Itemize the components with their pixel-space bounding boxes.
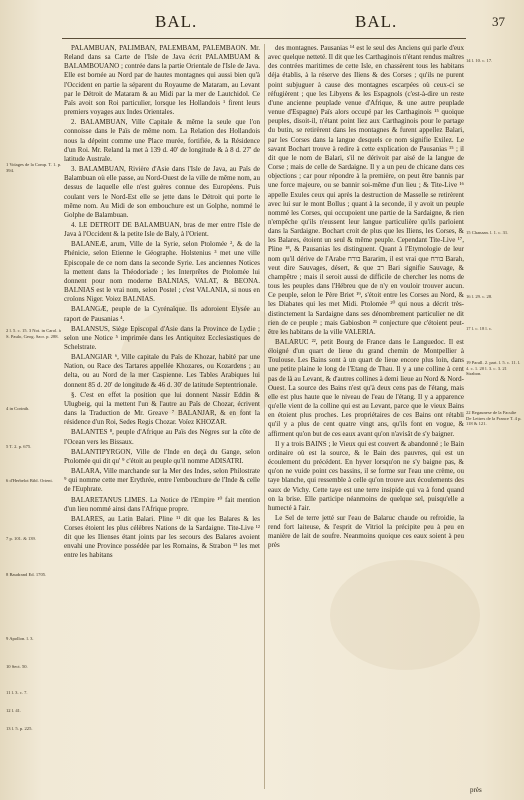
margin-note: 9 Apollon. l. 3. [6, 636, 34, 641]
margin-note: 22 Regaunese de la Faculte De Lettres de la France T. 4 p. 118 & 121. [466, 410, 522, 427]
entry-paragraph: 3. BALAMBUAN, Rivière d'Asie dans l'Isle de Java, au Païs de Balambuan où elle passe, au Nord-Ouest de la ville de même nom, au dessus de laquelle elle n'est guères connue des Européens. Puis coulant vers le Nord-Est elle se jette dans le Détroit qui porte le même nom. Au Midi de son embouchure est un Golphe, nommé le Golphe de Balambuan. [64, 165, 260, 219]
margin-note: 10 Sect. 50. [6, 664, 28, 669]
catchword: près [470, 786, 482, 794]
right-text-column [268, 44, 464, 792]
margin-note: 8 Baudrand Ed. 1705. [6, 572, 47, 577]
entry-paragraph: BALANTES ⁸, peuple d'Afrique au Païs des Nègres sur la côte de l'Ocean vers les Bissaux. [64, 428, 260, 446]
entry-paragraph: BALARA, Ville marchande sur la Mer des Indes, selon Philostrate ⁹ qui nomme cette mer Erythrée, entre l'embouchure de l'Inde & celle de l'Euphrate. [64, 467, 260, 494]
entry-paragraph: BALANGÆ, peuple de la Cyrénaïque. Ils adoroient Elysée au raport de Pausanias ⁴. [64, 305, 260, 323]
margin-note: 5 T. 2. p. 675. [6, 444, 32, 449]
margin-note: 17 l. c. 18 l. c. [466, 326, 493, 331]
margin-note: 16 l. 29. c. 28. [466, 294, 493, 299]
entry-paragraph: 4. LE DETROIT DE BALAMBUAN, bras de mer entre l'Isle de Java à l'Occident & la petite Isle de Baly, à l'Orient. [64, 220, 260, 239]
margin-note: 2 l. 5. c. 15. 3 Not. in Carol. à S. Paulo, Geog. Sacr. p. 288. [6, 328, 61, 339]
margin-note: 6 d'Herbelot Bibl. Orient. [6, 478, 53, 483]
running-title-right: BAL. [355, 12, 398, 31]
entry-paragraph: BALANEÆ, arum, Ville de la Syrie, selon Ptolomée ², & de la Phénicie, selon Etienne le Géographe. Holstenius ³ met une ville Episcopale de ce nom dans la seconde Syrie. Les anciennes Notices la mettent dans la Théodoriade ; les Interprêtes de Ptolomée lui donnent pour nom moderne BALNIAS, VALAT, & BEONA. BALNIAS est le vrai nom, selon Postel ; c'est VALANIA, si nous en croïons Niger. Voiez BALNIAS. [64, 240, 260, 304]
entry-paragraph: Le Sel de terre jetté sur l'eau de Balaruc chaude ou refroidie, la rend fort laiteuse, & l'esprit de Vitriol la précipite peu à peu en manière de lait de soufre. Neanmoins quoique ces eaux soient à peu près [268, 513, 464, 550]
entry-paragraph: BALANTIPYRGON, Ville de l'Inde en deçà du Gange, selon Ptolomée qui dit qu' ⁹ c'étoit au peuple qu'il nomme ADISATRI. [64, 447, 260, 465]
entry-paragraph: BALARUC ²², petit Bourg de France dans le Languedoc. Il est éloigné d'un quart de lieue du grand chemin de Montpellier à Toulouse. Les Bains sont à un quart de lieue encore plus loin, dans une petite plaine le long de l'Etang de Thau. Il y a une colline à cent pas de là au Levant, & d'autres collines à demi lieue au Nord & Nord-Ouest. La source des Bains n'est qu'à deux cens pas de l'étang, mais elle est plus haute que le niveau de l'eau de l'étang. Il y a apparence qu'elle vient de la colline qui est au Levant, parce que le vieux Bains en étoient plus proches. Les propriétaires de ces Bains ont rétabli qu'il y a plus de cent quatre vingt ans, qu'ils font en vogue, & affirment qu'on but de ces eaux avant qu'on n'avisât de s'y baigner. [268, 338, 464, 438]
margin-note: 19 Parall. 2. part. l. 5. c. 11. l. 4. c. 1. 20 l. 3. c. 3. 21 Strabon. [466, 360, 521, 377]
entry-paragraph: PALAMBUAN, PALIMBAN, PALEMBAM, PALEMBAON. Mr. Reland dans sa Carte de l'Isle de Java écrit PALAMBUAM & BALAMBOUANO ; contrée dans la partie Orientale de l'Isle de Java. Elle est bornée au Nord par de hautes montagnes qui aussi bien qu'à l'Occident en partie la séparent du Royaume de Mataram, au Levant par le Détroit de Mataram & au Midi par la mer de Lautchidol. Ce Païs avoit son Roi particulier, lorsque les Hollandois ¹ firent leurs premiers voyages aux Indes Orientales. [64, 44, 260, 117]
entry-paragraph: §. C'est en effet la position que lui donnent Nassir Eddin & Ulugbeig, qui la mettent l'un & l'autre au Païs de Chozar, écrivent dans la Traduction de Mr. Greave ⁷ BALANJAR, & en font la résidence d'un Roi, Sedes Regis Chozar. Voïez KHOZAR. [64, 390, 260, 427]
entry-paragraph: 2. BALAMBUAN, Ville Capitale & même la seule que l'on connoisse dans le Païs de même nom. La Relation des Hollandois nous la dépeint comme une Place murée, fortifiée, & la Résidence d'un Roi. Mr. Reland la met à 139 d. 40′ de longitude & à 8 d. 27′ de latitude Australe. [64, 118, 260, 163]
margin-note: 7 p. 101. & 139. [6, 536, 36, 541]
header-rule [62, 38, 466, 39]
margin-note: 11 l. 3. c. 7. [6, 690, 28, 695]
running-head [0, 12, 524, 38]
margin-note: 14 l. 10. c. 17. [466, 58, 493, 63]
column-divider [264, 44, 265, 789]
entry-paragraph: BALARES, au Latin Balari. Pline ¹¹ dit que les Balares & les Corses étoient les plus célèbres Nations de la Sardaigne. Tite-Live ¹² dit que les Ilienses étant joints par les secours des Balares avoient envahi une Province possédée par les Romains, & Strabon ¹³ les met entre les habitans [64, 514, 260, 560]
left-text-column [64, 44, 260, 792]
entry-paragraph: BALANSUS, Siège Episcopal d'Asie dans la Province de Lydie ; selon une Notice ⁵ imprimée dans les Antiquitez Ecclesiastiques de Schelstrate. [64, 324, 260, 351]
entry-paragraph: BALARETANUS LIMES. La Notice de l'Empire ¹⁰ fait mention d'un lieu nommé ainsi dans l'Afrique propre. [64, 495, 260, 513]
page-number: 37 [492, 14, 505, 29]
margin-note: 12 l. 41. [6, 708, 22, 713]
entry-paragraph: Il y a trois BAINS ; le Vieux qui est couvert & abandonné ; le Bain ordinaire où est la source, & le Bain des pauvres, qui est un écoulement du précédent. En hyver lorsqu'on ne s'y baigne pas, & qu'on ne vuide point ces bassins, il se forme sur l'eau une crème, ou taye blanche, qui ressemble à celle qu'on trouve aux écoulements des eaux de Vichy. Cette taye est une terre insipide qui va à fond quand on la brise. Elle participe néanmoins de quelque sel, puisqu'elle a humecté à l'air. [268, 439, 464, 512]
running-title-left: BAL. [155, 12, 198, 31]
margin-note: 1 Voïages de la Comp. T. 1. p. 394. [6, 162, 62, 173]
entry-paragraph: BALANGIAR ⁶, Ville capitale du Païs de Khozar, habité par une Nation, ou Race des Tartares appellée Khozares, ou Kozardens ; au delta, ou au Nord de la mer Caspienne. Les Tables Arabiques lui donnent 85 d. 20′ de longitude & 46 d. 30′ de latitude Septentrionale. [64, 353, 260, 389]
margin-note: 4 in Corinth. [6, 406, 30, 411]
margin-note: 15 Chanaan. l. 1. c. 31. [466, 230, 509, 235]
entry-paragraph: des montagnes. Pausanias ¹⁴ est le seul des Anciens qui parle d'eux avec quelque netteté. Il dit que les Carthaginois n'étant rendus maîtres des contrées maritimes de cette Isle, en chassèrent tous les habitans déja établis, à la réserve des Iliens & des Corses ; qu'ils ne purent point subjuguer à cause des montagnes escarpées où ceux-ci se réfugièrent ; que les Libyens & les Espagnols (c'est-à-dire un reste d'une ancienne peuplade venue d'Afrique, & une autre peuplade venue d'Espagne) Païs alors occupé par les Carthaginois ¹⁵ quoique peuples, disoit-il, n'étant point liez aux Carthaginois pour le partage du butin, se retirèrent dans les montagnes & furent appellez Balari, par les Corses dans la langue desquels ce nom signifie Exilez. Le savant Bochart trouve à redire à cette explication de Pausanias ¹⁵ ; il dit que le nom de Balari, s'il ne dérivoit par aisé de la langue de Corse ; mais de celle de Sardaigne. Il y a un peu de chicane dans ces objections ; car pour répondre à la première, on peut être bannis par une force majeure, ou se bannir soi-même d'un lieu ; & Tite-Live ¹⁶ appelle Exules ceux qui après la destruction de Masselle se retirèrent avec lui sur le mont Bollus ; quant à la seconde, il y avoit un peuple nommé les Corses, qui occupoient une partie de la Sardaigne, & rien n'empêche qu'ils n'eussent leur langue particulière qu'ils parloient dans la Sardaigne. Bochart croit de plus que les Iliens, les Corses, & les Balares, étoient un seul & même peuple. Cependant Tite-Live ¹⁷, Pline ¹⁸, & Pausanias les distinguent. Quant à l'Etymologie de leur nom qu'il dérive de l'Arabe בורח Bararim, il est vrai que בורח Barah, veut dire Sauvages, désert, & que רב Bari signifie Sauvage, & champêtre ; mais il seroit aussi de difficile de chercher les noms de tous les peuples dans l'Hébreu que de n'y en vouloir trouver aucun. Ce peuple, selon le Père Briet ¹⁹, s'étoit entre les Corses au Nord, & les Diabates qui les met Midi. Ptolomée ²⁰ qui nous a décrit très-distinctement la Sardaigne dans ses dénombrement particulier ne dit rien de ce peuple ; mais Gabiosbon ²¹ conjecture que c'étoient peut-être les habitans de la ville VALERIA. [268, 44, 464, 336]
margin-note: 13 l. 5. p. 225. [6, 726, 33, 731]
